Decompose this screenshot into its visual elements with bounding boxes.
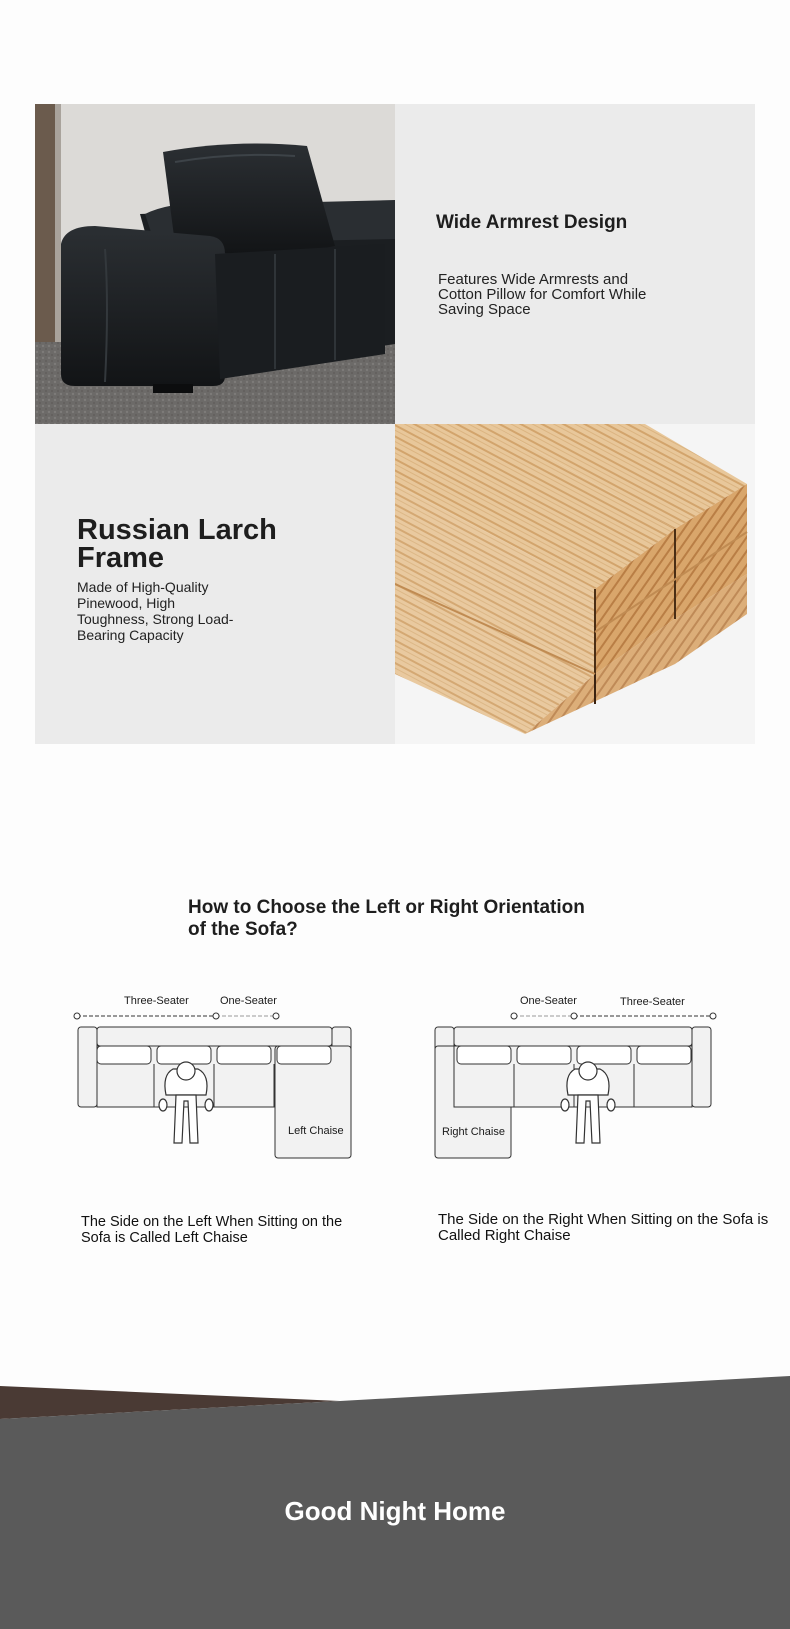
orientation-heading: How to Choose the Left or Right Orientation of the Sofa? [188,897,585,940]
left-chaise-diagram [70,995,370,1165]
right-chaise-label: Right Chaise [442,1126,505,1138]
wood-photo [395,424,755,744]
armrest-title: Wide Armrest Design [436,212,628,233]
left-chaise-label: Left Chaise [288,1125,344,1137]
frame-description: Made of High-Quality Pinewood, High Toughness, Strong Load-Bearing Capacity [77,579,234,643]
left-chaise-caption: The Side on the Left When Sitting on the Sofa is Called Left Chaise [81,1214,343,1246]
feature-grid [35,104,755,744]
frame-panel [35,424,395,744]
frame-title: Russian Larch Frame [77,514,277,574]
footer-brand: Good Night Home [284,1496,506,1526]
right-chaise-diagram [430,995,730,1165]
sofa-photo [35,104,395,424]
three-seater-label: Three-Seater [124,995,189,1007]
right-chaise-caption: The Side on the Right When Sitting on the Sofa is Called Right Chaise [438,1211,769,1244]
three-seater-label: Three-Seater [620,996,685,1008]
armrest-description: Features Wide Armrests and Cotton Pillow for Comfort While Saving Space [438,271,647,318]
footer-band [0,1374,790,1629]
one-seater-label: One-Seater [220,995,277,1007]
armrest-panel [395,104,755,424]
one-seater-label: One-Seater [520,995,577,1007]
